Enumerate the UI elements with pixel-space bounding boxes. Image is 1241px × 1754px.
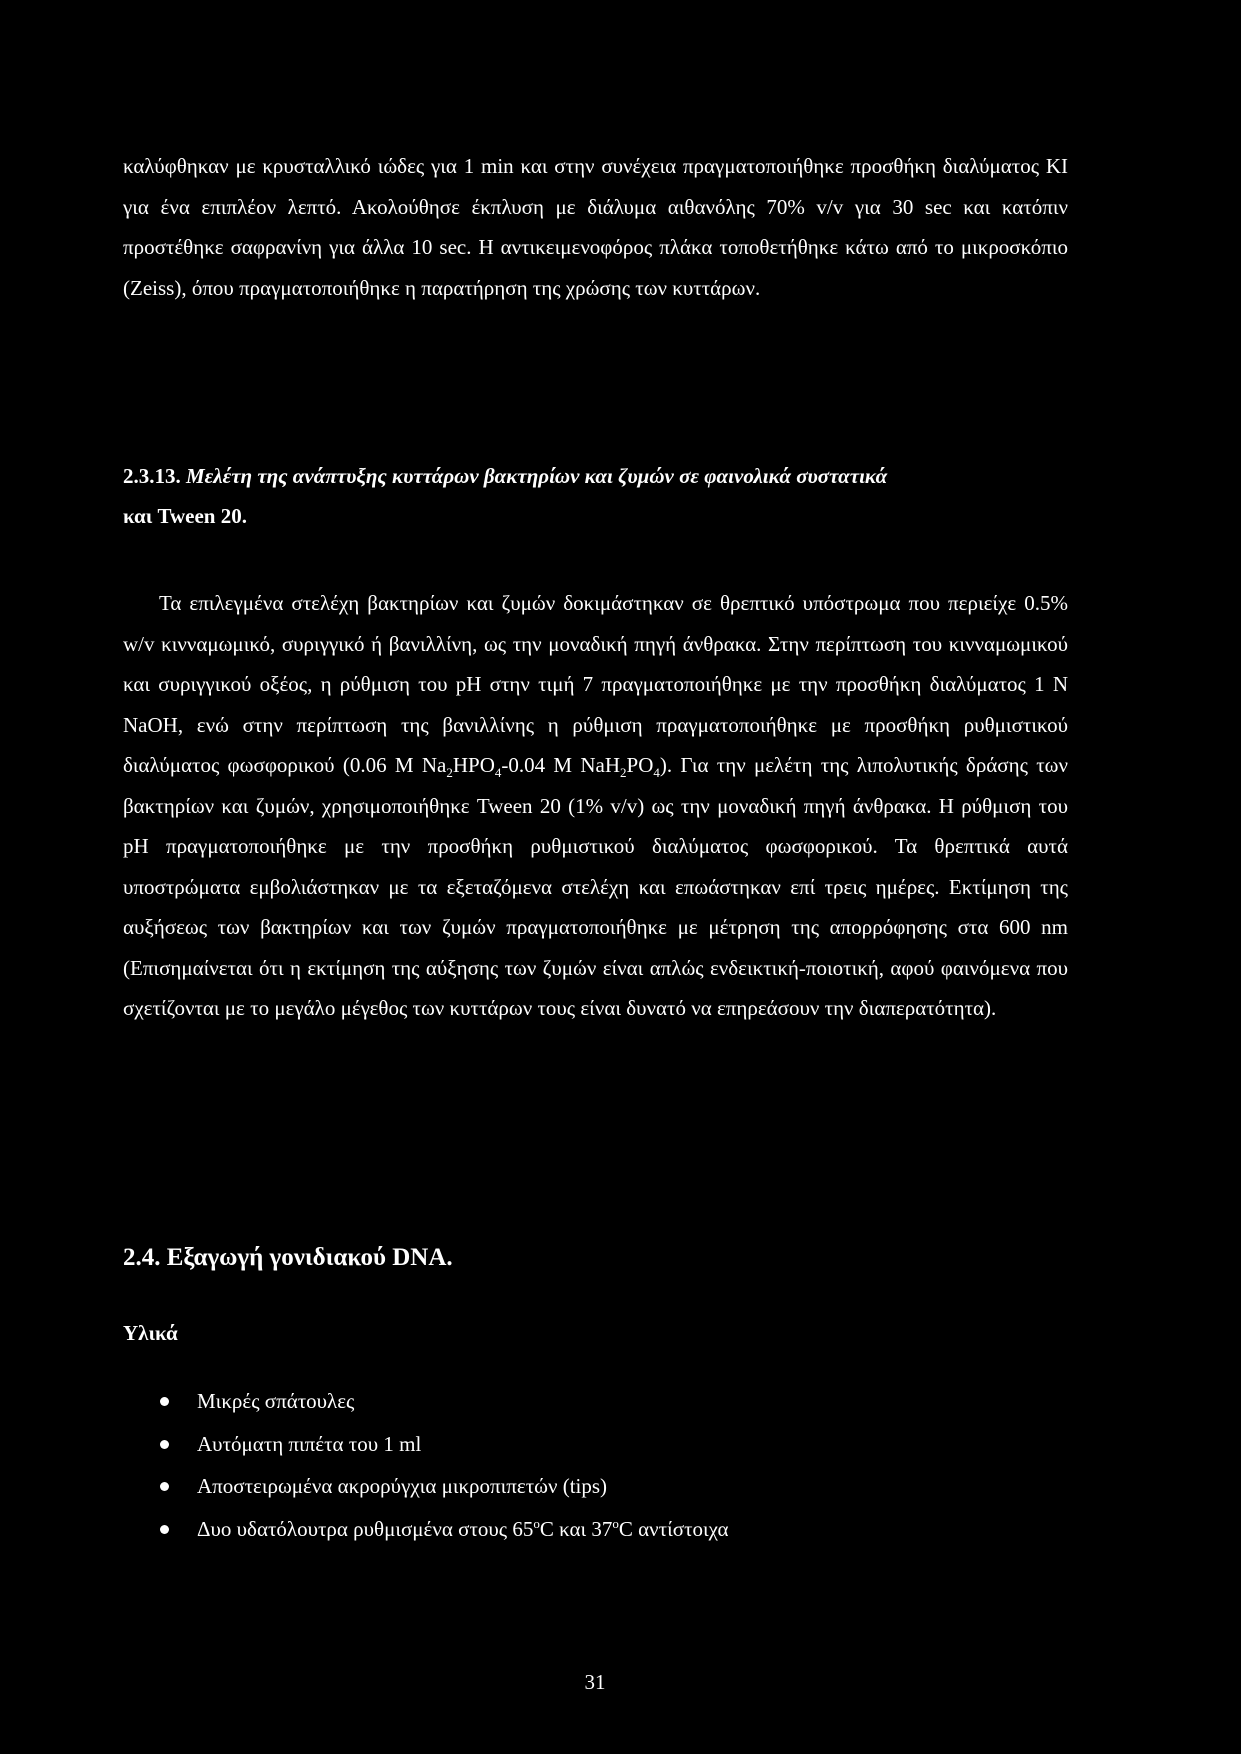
bullet-icon: [160, 1397, 169, 1406]
section-title: Μελέτη της ανάπτυξης κυττάρων βακτηρίων και ζυμών σε φαινολικά συστατικά: [186, 464, 888, 488]
bullet-icon: [160, 1525, 169, 1534]
section-title-tail: και Tween 20.: [123, 504, 247, 528]
bullet-icon: [160, 1440, 169, 1449]
materials-subheading: Υλικά: [123, 1321, 178, 1345]
materials-list: [123, 1387, 1068, 1557]
section-heading-2-3-13: [123, 456, 1068, 536]
section-heading-2-4: 2.4. Εξαγωγή γονιδιακού DNA.: [123, 1244, 453, 1271]
continued-paragraph: καλύφθηκαν με κρυσταλλικό ιώδες για 1 min και στην συνέχεια πραγματοποιήθηκε προσθήκη διαλύματος KI για ένα επιπλέον λεπτό. Ακολούθησε έκπλυση με διάλυμα αιθανόλης 70% v/v για 30 sec και κατόπιν προστέθηκε σαφρανίνη για άλλα 10 sec. Η αντικειμενοφόρος πλάκα τοποθετήθηκε κάτω από το μικροσκόπιο (Zeiss), όπου πραγματοποιήθηκε η παρατήρηση της χρώσης των κυττάρων.: [123, 154, 1068, 300]
list-item: Μικρές σπάτουλες: [123, 1387, 1068, 1430]
methods-paragraph: Τα επιλεγμένα στελέχη βακτηρίων και ζυμών δοκιμάστηκαν σε θρεπτικό υπόστρωμα που περιείχε 0.5% w/v κινναμωμικό, συριγγικό ή βανιλλίνη, ως την μοναδική πηγή άνθρακα. Στην περίπτωση του κινναμωμικού και συριγγικού οξέος, η ρύθμιση του pH στην τιμή 7 πραγματοποιήθηκε με την προσθήκη διαλύματος 1 N NaOH, ενώ στην περίπτωση της βανιλλίνης η ρύθμιση πραγματοποιήθηκε με προσθήκη ρυθμιστικού διαλύματος φωσφορικού (0.06 M $Na_2HPO_4-0.04$ M $NaH_2PO_4$). Για την μελέτη της λιπολυτικής δράσης των βακτηρίων και ζυμών, χρησιμοποιήθηκε Tween 20 (1% v/v) ως την μοναδική πηγή άνθρακα. Η ρύθμιση του pH πραγματοποιήθηκε με την προσθήκη ρυθμιστικού διαλύματος φωσφορικού. Τα θρεπτικά αυτά υποστρώματα εμβολιάστηκαν με τα εξεταζόμενα στελέχη και επωάστηκαν επί τρεις ημέρες. Εκτίμηση της αυξήσεως των βακτηρίων και των ζυμών πραγματοποιήθηκε με μέτρηση της απορρόφησης στα 600 nm (Επισημαίνεται ότι η εκτίμηση της αύξησης των ζυμών είναι απλώς ενδεικτική-ποιοτική, αφού φαινόμενα που σχετίζονται με το μεγάλο μέγεθος των κυττάρων τους είναι δυνατό να επηρεάσουν την διαπερατότητα).: [123, 591, 1068, 1020]
section-number: 2.3.13.: [123, 464, 181, 488]
page-number: 31: [584, 1670, 606, 1694]
bullet-icon: [160, 1482, 169, 1491]
list-item: Αυτόματη πιπέτα του 1 ml: [123, 1430, 1068, 1473]
list-item: Δυο υδατόλουτρα ρυθμισμένα στους 65$^o$C και 37$^o$C αντίστοιχα: [123, 1515, 1068, 1558]
list-item: Αποστειρωμένα ακρορύγχια μικροπιπετών (tips): [123, 1472, 1068, 1515]
